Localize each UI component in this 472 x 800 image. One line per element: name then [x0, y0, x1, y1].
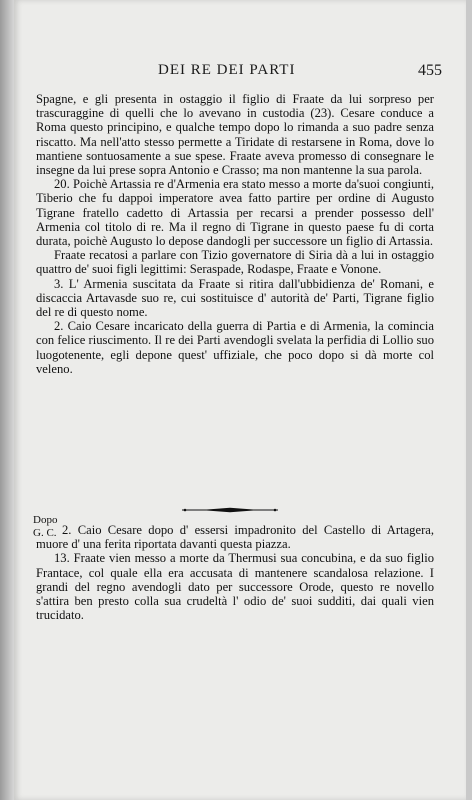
margin-note-line: Dopo — [33, 514, 58, 526]
paragraph: Spagne, e gli presenta in ostaggio il figlio di Fraate da lui sorpreso per trascuraggine di quelli che lo avevano in custodia (23). Cesare conduce a Roma questo principino, e qualche tempo dopo lo rimanda a suo padre senza riscatto. Ma nell'atto stesso permette a Tiridate di restarsene in Roma, dove lo mantiene sontuosamente a sue spese. Fraate aveva promesso di consegnare le insegne da lui prese sopra Antonio e Crasso; ma non mantenne la sua parola. — [36, 92, 434, 178]
page-number: 455 — [418, 62, 442, 79]
body-text-bottom — [36, 523, 434, 622]
paragraph: 2. Caio Cesare dopo d' essersi impadronito del Castello di Artagera, muore d' una ferita riportata davanti questa piazza. — [36, 523, 434, 552]
body-text-top — [36, 92, 434, 376]
book-spine-shadow — [0, 0, 14, 800]
paragraph: 20. Poichè Artassia re d'Armenia era stato messo a morte da'suoi congiunti, Tiberio che fu dappoi imperatore avea fatto partire per ordine di Augusto Tigrane fratello cadetto di Artassia per recarsi a prender possesso dell' Armenia col titolo di re. Ma il regno di Tigrane in questo paese fu di corta durata, poichè Augusto lo depose dandogli per successore un figlio di Artassia. — [36, 177, 434, 249]
paragraph: Fraate recatosi a parlare con Tizio governatore di Siria dà a lui in ostaggio quattro de' suoi figli legittimi: Seraspade, Rodaspe, Fraate e Vonone. — [36, 248, 434, 277]
paragraph: 2. Caio Cesare incaricato della guerra di Partia e di Armenia, la comincia con felice riuscimento. Il re dei Parti avendogli svelata la perfidia di Lollio suo luogotenente, egli depone quest' uffiziale, che poco dopo si dà morte col veleno. — [36, 319, 434, 376]
paragraph: 3. L' Armenia suscitata da Fraate si ritira dall'ubbidienza de' Romani, e discaccia Artavasde suo re, cui sostituisce d' autorità de' Parti, Tigrane figlio del re di questo nome. — [36, 276, 434, 320]
paragraph: 13. Fraate vien messo a morte da Thermusi sua concubina, e da suo figlio Frantace, col quale ella era accusata di mantenere scandalosa relazione. I grandi del regno avendogli dato per successore Orode, questo re novello s'attira ben presto colla sua crudeltà l' odio de' suoi sudditi, dai quali vien trucidato. — [36, 551, 434, 623]
running-title: DEI RE DEI PARTI — [158, 62, 296, 78]
margin-note-line: G. C. — [33, 527, 57, 539]
ornamental-divider — [180, 507, 280, 513]
page-header — [158, 62, 442, 84]
